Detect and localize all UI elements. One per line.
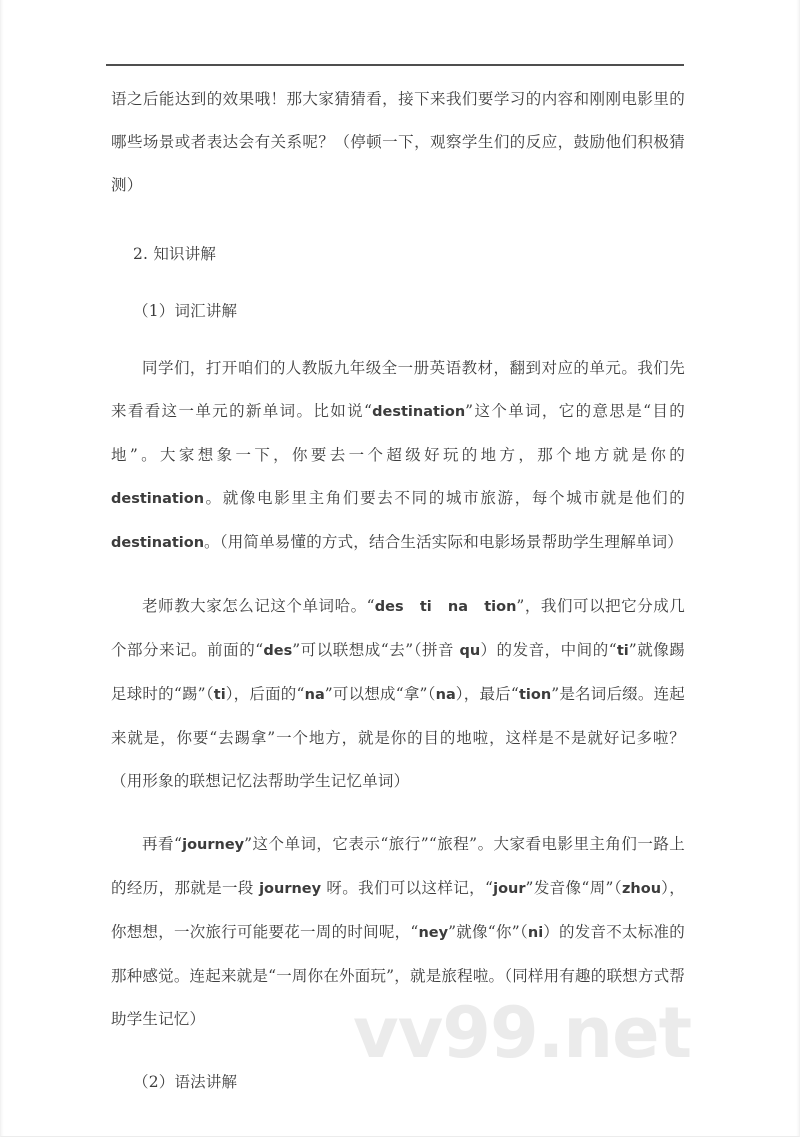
latin-word-syllables: des ti na tion <box>374 599 517 615</box>
text-run: 同学们，打开咱们的人教版九年级全一册英语教材，翻到对应的单元。我们先来看看这一单元的新单词。比如说“ <box>111 359 685 420</box>
latin-word: qu <box>459 643 481 659</box>
text-run: 呀。我们可以这样记，“ <box>321 879 494 897</box>
text-run: ”可以想成“拿”（ <box>324 685 436 703</box>
spacer <box>111 1047 685 1061</box>
text-run: ），后面的“ <box>225 685 305 703</box>
latin-word: ti <box>616 643 629 659</box>
latin-word: ti <box>213 687 226 703</box>
latin-word: na <box>304 687 325 703</box>
text-run: ”就像“你”（ <box>448 923 528 941</box>
paragraph-textbook-intro <box>111 347 685 565</box>
document-body <box>111 78 685 1104</box>
paragraph-continued: 语之后能达到的效果哦！那大家猜猜看，接下来我们要学习的内容和刚刚电影里的哪些场景或者表达会有关系呢？（停顿一下，观察学生们的反应，鼓励他们积极猜测） <box>111 90 685 194</box>
latin-word: journey <box>182 837 245 853</box>
latin-word: ney <box>418 925 449 941</box>
paragraph-mnemonic-destination <box>111 585 685 803</box>
heading-vocabulary-explanation: （1）词汇讲解 <box>133 302 238 320</box>
site-watermark: vv99.net <box>353 992 692 1074</box>
text-run: 。就像电影里主角们要去不同的城市旅游，每个城市就是他们的 <box>204 489 685 507</box>
text-run: ”是名词后缀。连起来就是，你要“去踢拿”一个地方，就是你的目的地啦，这样是不是就好记多啦？（用形象的联想记忆法帮助学生记忆单词） <box>111 685 685 790</box>
text-run: ”这个单词，它的意思是“目的地”。大家想象一下，你要去一个超级好玩的地方，那个地方就是你的 <box>111 402 685 464</box>
text-run: ）的发音，中间的“ <box>480 641 617 659</box>
spacer <box>111 276 685 290</box>
spacer <box>111 571 685 585</box>
heading-knowledge-explanation: 2. 知识讲解 <box>133 245 217 263</box>
latin-word: na <box>435 687 456 703</box>
heading-grammar-explanation: （2）语法讲解 <box>133 1073 238 1091</box>
latin-word: destination <box>372 404 466 420</box>
latin-word: tion <box>519 687 552 703</box>
spacer <box>111 213 685 233</box>
text-run: 再看“ <box>142 835 183 853</box>
text-run: ”发音像“周”（ <box>525 879 622 897</box>
latin-word: destination <box>111 491 205 507</box>
paragraph-mnemonic-journey <box>111 823 685 1041</box>
text-run: ），最后“ <box>455 685 519 703</box>
header-divider-rule <box>106 64 684 66</box>
spacer <box>111 809 685 823</box>
text-run: ），你想想，一次旅行可能要花一周的时间呢，“ <box>111 879 685 941</box>
latin-word: destination <box>111 535 205 551</box>
text-run: ”可以联想成“去”（拼音 <box>292 641 460 659</box>
text-run: 老师教大家怎么记这个单词哈。“ <box>142 597 375 615</box>
latin-word: des <box>263 643 293 659</box>
text-run: ”这个单词，它表示“旅行”“旅程”。大家看电影里主角们一路上的经历，那就是一段 <box>111 835 686 897</box>
latin-word: ni <box>527 925 544 941</box>
text-run: ”，我们可以把它分成几个部分来记。前面的“ <box>111 597 686 659</box>
latin-word: jour <box>493 881 526 897</box>
text-run: ”就像踢足球时的“踢”（ <box>111 641 685 703</box>
latin-word: journey <box>259 881 322 897</box>
latin-word: zhou <box>621 881 662 897</box>
text-run: 。（用简单易懂的方式，结合生活实际和电影场景帮助学生理解单词） <box>204 533 683 551</box>
text-run: ）的发音不太标准的那种感觉。连起来就是“一周你在外面玩”，就是旅程啦。（同样用有趣的联想方式帮助学生记忆） <box>111 923 685 1028</box>
spacer <box>111 333 685 347</box>
